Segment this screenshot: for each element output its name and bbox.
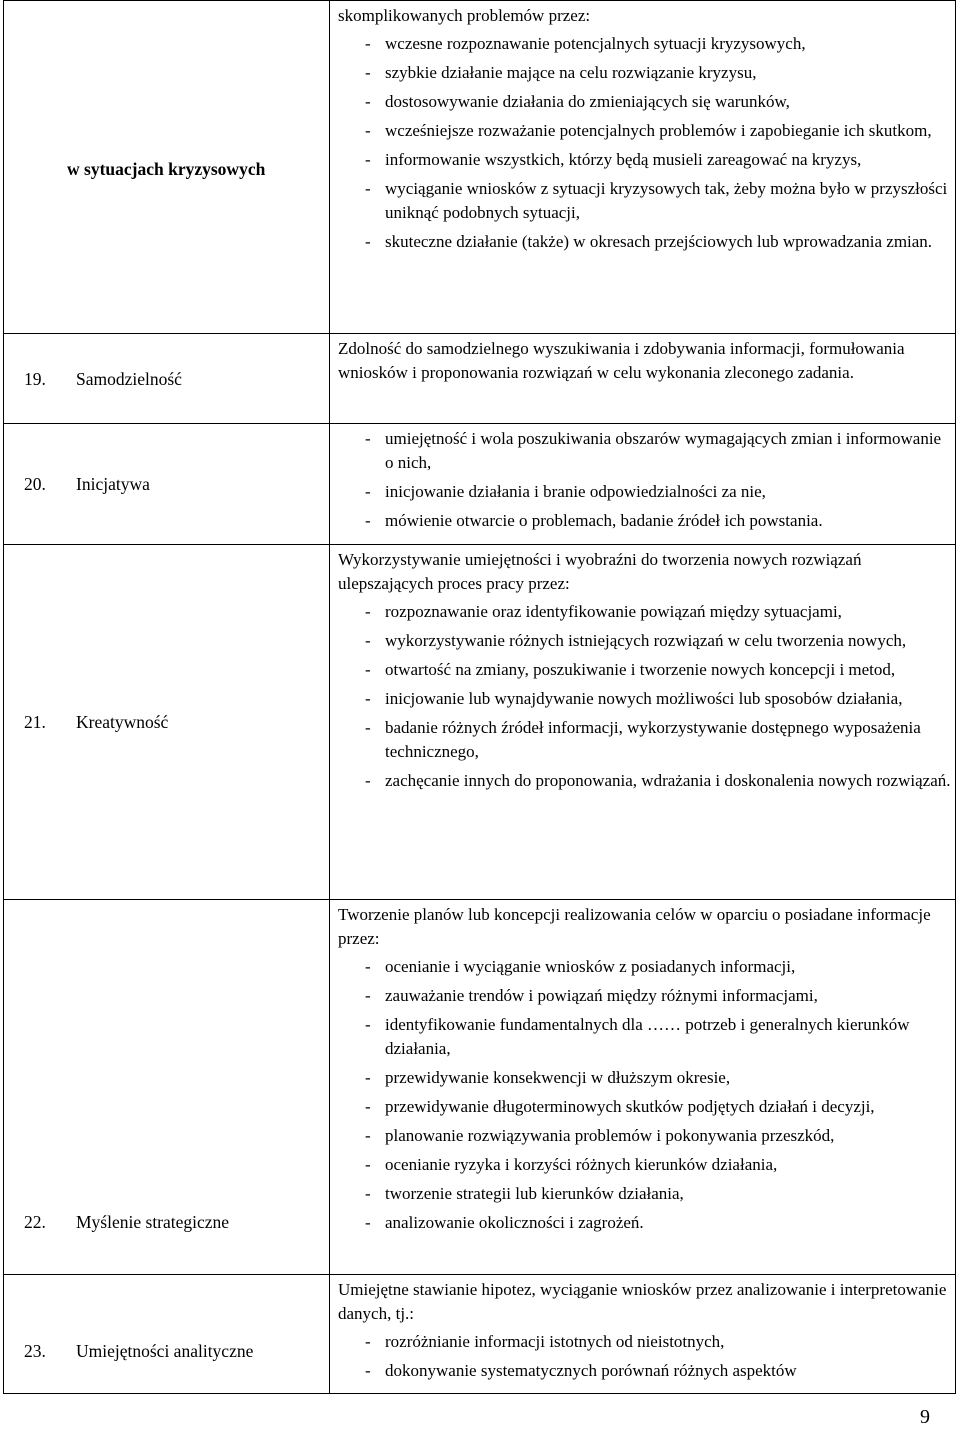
list-item: - zachęcanie innych do proponowania, wdrażania i doskonalenia nowych rozwiązań. xyxy=(365,771,951,790)
page-number: 9 xyxy=(920,1406,930,1428)
list-item: - wykorzystywanie różnych istniejących rozwiązań w celu tworzenia nowych, xyxy=(365,631,907,650)
list-item: - przewidywanie długoterminowych skutków podjętych działań i decyzji, xyxy=(365,1097,875,1116)
competency-label: 22. Myślenie strategiczne xyxy=(24,1212,230,1232)
description-intro: skomplikowanych problemów przez: xyxy=(338,6,591,25)
description-list xyxy=(338,1330,953,1383)
list-item: - identyfikowanie fundamentalnych dla …… potrzeb i generalnych kierunków działania, xyxy=(365,1015,910,1058)
list-item: - badanie różnych źródeł informacji, wykorzystywanie dostępnego wyposażenia technicznego, xyxy=(365,718,921,761)
list-item: - informowanie wszystkich, którzy będą musieli zareagować na kryzys, xyxy=(365,150,862,169)
list-item: - szybkie działanie mające na celu rozwiązanie kryzysu, xyxy=(365,63,757,82)
competencies-table xyxy=(3,0,956,1394)
list-item: - dokonywanie systematycznych porównań różnych aspektów xyxy=(365,1361,797,1380)
list-item: - wyciąganie wniosków z sytuacji kryzysowych tak, żeby można było w przyszłości uniknąć podobnych sytuacji, xyxy=(365,179,948,222)
list-item: - tworzenie strategii lub kierunków działania, xyxy=(365,1184,684,1203)
list-item: - ocenianie i wyciąganie wniosków z posiadanych informacji, xyxy=(365,957,796,976)
list-item: - zauważanie trendów i powiązań między różnymi informacjami, xyxy=(365,986,818,1005)
table-row xyxy=(4,545,956,900)
competency-label: 19. Samodzielność xyxy=(24,368,182,389)
description-list xyxy=(338,427,953,533)
description-intro: Tworzenie planów lub koncepcji realizowania celów w oparciu o posiadane informacje przez: xyxy=(338,905,931,948)
competency-label: 23. Umiejętności analityczne xyxy=(24,1341,254,1361)
list-item: - wcześniejsze rozważanie potencjalnych problemów i zapobieganie ich skutkom, xyxy=(365,121,932,140)
competency-name-cell xyxy=(4,424,330,545)
competency-name-cell xyxy=(4,1,330,334)
list-item: - analizowanie okoliczności i zagrożeń. xyxy=(365,1213,644,1232)
competency-description-cell xyxy=(330,545,956,900)
competency-name-cell xyxy=(4,545,330,900)
competency-name-cell xyxy=(4,1275,330,1394)
competency-label: 20. Inicjatywa xyxy=(24,474,150,494)
list-item: - dostosowywanie działania do zmieniających się warunków, xyxy=(365,92,790,111)
competency-name-cell xyxy=(4,900,330,1275)
list-item: - ocenianie ryzyka i korzyści różnych kierunków działania, xyxy=(365,1155,778,1174)
list-item: - inicjowanie lub wynajdywanie nowych możliwości lub sposobów działania, xyxy=(365,689,903,708)
table-row xyxy=(4,1,956,334)
description-intro: Wykorzystywanie umiejętności i wyobraźni do tworzenia nowych rozwiązań ulepszających proces pracy przez: xyxy=(338,550,862,593)
competency-description-cell xyxy=(330,424,956,545)
table-row xyxy=(4,900,956,1275)
description-intro: Umiejętne stawianie hipotez, wyciąganie wniosków przez analizowanie i interpretowanie danych, tj.: xyxy=(338,1280,947,1323)
competency-description-cell xyxy=(330,900,956,1275)
description-list xyxy=(338,955,953,1235)
competency-label: 21. Kreatywność xyxy=(24,712,169,732)
list-item: - rozróżnianie informacji istotnych od nieistotnych, xyxy=(365,1332,725,1351)
competency-label: w sytuacjach kryzysowych xyxy=(67,159,266,179)
competency-description-cell xyxy=(330,1,956,334)
list-item: - przewidywanie konsekwencji w dłuższym okresie, xyxy=(365,1068,731,1087)
list-item: - inicjowanie działania i branie odpowiedzialności za nie, xyxy=(365,482,766,501)
description-list xyxy=(338,600,953,793)
list-item: - wczesne rozpoznawanie potencjalnych sytuacji kryzysowych, xyxy=(365,34,806,53)
list-item: - umiejętność i wola poszukiwania obszarów wymagających zmian i informowanie o nich, xyxy=(365,429,942,472)
description-intro: Zdolność do samodzielnego wyszukiwania i zdobywania informacji, formułowania wniosków i proponowania rozwiązań w celu wykonania zleconego zadania. xyxy=(338,339,905,382)
table-body xyxy=(4,1,956,1394)
competency-description-cell xyxy=(330,1275,956,1394)
table-row xyxy=(4,424,956,545)
competency-description-cell xyxy=(330,334,956,424)
list-item: - skuteczne działanie (także) w okresach przejściowych lub wprowadzania zmian. xyxy=(365,232,933,251)
description-list xyxy=(338,32,953,254)
list-item: - planowanie rozwiązywania problemów i pokonywania przeszkód, xyxy=(365,1126,835,1145)
table-row xyxy=(4,1275,956,1394)
list-item: - mówienie otwarcie o problemach, badanie źródeł ich powstania. xyxy=(365,511,823,530)
list-item: - rozpoznawanie oraz identyfikowanie powiązań między sytuacjami, xyxy=(365,602,842,621)
table-row xyxy=(4,334,956,424)
list-item: - otwartość na zmiany, poszukiwanie i tworzenie nowych koncepcji i metod, xyxy=(365,660,896,679)
competency-name-cell xyxy=(4,334,330,424)
